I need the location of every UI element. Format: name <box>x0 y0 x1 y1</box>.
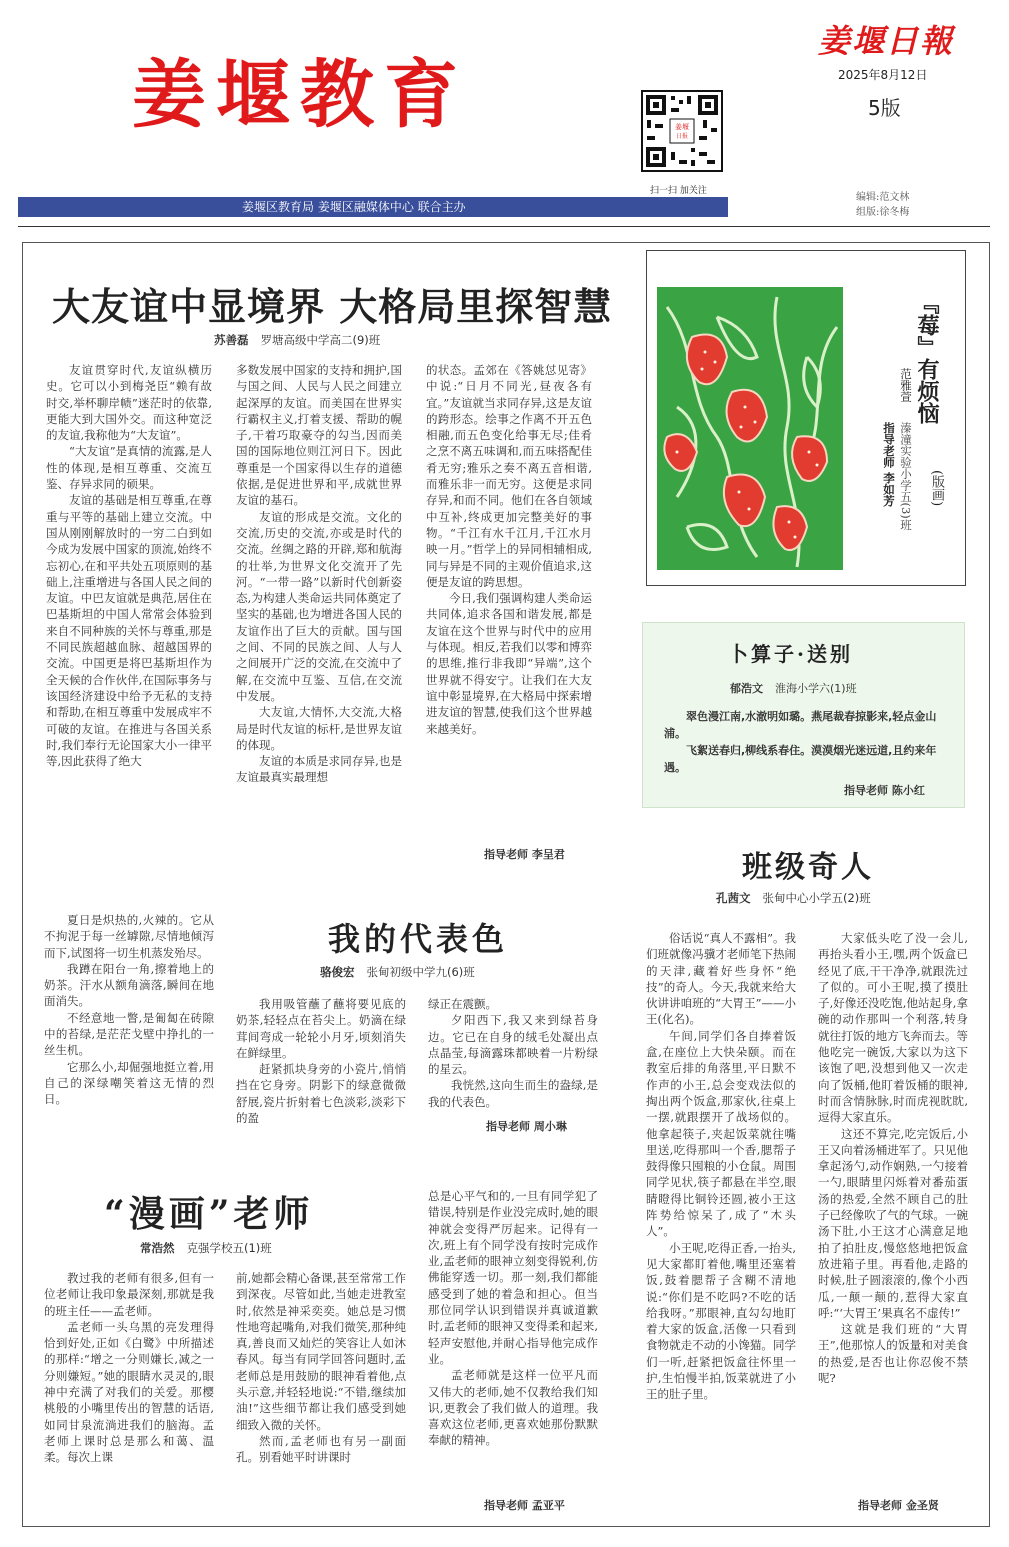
article2-byline <box>320 964 475 980</box>
artwork-title: 『莓』有烦恼 <box>914 292 940 424</box>
article3-byline <box>140 1240 272 1256</box>
paragraph: 我恍然,这向生而生的盎绿,是我的代表色。 <box>428 1078 598 1109</box>
paragraph: 这就是我们班的“大胃王”,他那惊人的饭量和对美食的热爱,是否也让你忍俊不禁呢? <box>818 1322 968 1386</box>
poem-body <box>664 708 954 776</box>
article1-byline <box>214 332 380 348</box>
article1-author: 苏善磊 <box>214 333 249 347</box>
article2-teacher: 指导老师 周小琳 <box>486 1120 567 1133</box>
article4-col1 <box>646 930 796 1510</box>
qr-code-icon[interactable] <box>641 90 723 172</box>
qr-caption: 扫一扫 加关注 <box>650 186 707 196</box>
poem-line: 翠色漫江南,水澈明如璐。燕尾裁春掠影来,轻点金山浦。 <box>664 710 937 740</box>
paragraph: 俗话说“真人不露相”。我们班就像冯骥才老师笔下热闹的天津,藏着好些身怀“绝技”的奇人。今天,我就来给大伙讲讲咱班的“大胃王”——小王(化名)。 <box>646 931 796 1027</box>
article3-school: 克强学校五(1)班 <box>186 1241 272 1255</box>
layout-name: 组版:徐冬梅 <box>856 207 910 218</box>
paragraph: 然而,孟老师也有另一副面孔。别看她平时讲课时 <box>236 1433 406 1465</box>
paragraph: 赶紧抓块身旁的小瓷片,悄悄挡在它身旁。阴影下的绿意微微舒展,瓷片折射着七色淡彩,淡彩下的盈 <box>236 1062 406 1126</box>
poem-line: 飞絮送春归,柳线系春住。漠漠烟光迷远道,且约来年遇。 <box>664 744 937 774</box>
paragraph: 这还不算完,吃完饭后,小王又向着汤桶进军了。只见他拿起汤勺,动作娴熟,一勺接着一勺,眼睛里闪烁着对番茄蛋汤的热爱,全然不顾自己的肚子已经像吹了气的气球。一碗汤下肚,小王这才心满意足地拍了拍肚皮,慢悠悠地把饭盒放进箱子里。再看他,走路的时候,肚子圆滚滚的,像个小西瓜,一颠一颠的,惹得大家直呼:“‘大胃王’果真名不虚传!” <box>818 1126 968 1320</box>
paragraph: 它那么小,却倔强地挺立着,用自己的深绿嘲笑着这无情的烈日。 <box>44 1059 214 1107</box>
paragraph: 不经意地一瞥,是匍匐在砖隙中的苔绿,是茫茫戈壁中挣扎的一丝生机。 <box>44 1010 214 1058</box>
article1-col2 <box>236 362 402 862</box>
page-number: 5版 <box>868 96 901 120</box>
article2-title: 我的代表色 <box>328 920 509 958</box>
article2-school: 张甸初级中学九(6)班 <box>366 965 475 979</box>
article1-title: 大友谊中显境界 大格局里探智慧 <box>52 284 613 329</box>
article3-col1 <box>44 1270 214 1515</box>
sponsor-banner: 姜堰区教育局 姜堰区融媒体中心 联合主办 <box>18 197 728 217</box>
paragraph: 前,她都会精心备课,甚至常常工作到深夜。尽管如此,当她走进教室时,依然是神采奕奕。她总是习惯性地弯起嘴角,对我们微笑,那种纯真,善良而又灿烂的笑容让人如沐春风。每当有同学回答问题时,孟老师总是用鼓励的眼神看着他,点头示意,并轻轻地说:“不错,继续加油!”这些细节都让我们感受到她细致入微的关怀。 <box>236 1271 406 1432</box>
article1-school: 罗塘高级中学高二(9)班 <box>260 333 381 347</box>
paragraph: 友谊的形成是交流。文化的交流,历史的交流,亦或是时代的交流。丝绸之路的开辟,郑和航海的壮举,为世界文化交流开了先河。“一带一路”以新时代创新姿态,为构建人类命运共同体奠定了坚实的基础,也为增进各国人民的友谊作出了巨大的贡献。国与国之间、不同的民族之间、人与人之间展开广泛的交流,在交流中了解,在交流中互鉴、互信,在交流中发展。 <box>236 509 402 703</box>
issue-date: 2025年8月12日 <box>838 68 928 82</box>
paragraph: 友谊的本质是求同存异,也是友谊最真实最理想 <box>236 754 402 785</box>
article3-teacher: 指导老师 孟亚平 <box>484 1499 565 1512</box>
paragraph: 孟老师一头乌黑的亮发理得恰到好处,正如《白鹭》中所描述的那样:“增之一分则嫌长,减之一分则嫌短。”她的眼睛水灵灵的,眼神中充满了对我们的关爱。那樱桃般的小嘴里传出的智慧的话语,如同甘泉流淌进我们的脑海。孟老师上课时总是那么和蔼、温柔。每次上课 <box>44 1319 214 1465</box>
paragraph: 小王呢,吃得正香,一抬头,见大家都盯着他,嘴里还塞着饭,鼓着腮帮子含糊不清地说:“你们是不吃吗?不吃的话给我呀。”那眼神,直勾勾地盯着大家的饭盒,活像一只看到食物就走不动的小馋猫。同学们一听,赶紧把饭盒往怀里一护,生怕慢半拍,饭菜就进了小王的肚子里。 <box>646 1240 796 1402</box>
artwork-subtitle: (版画) <box>929 470 944 507</box>
poem-byline <box>730 680 857 696</box>
paragraph: 教过我的老师有很多,但有一位老师让我印象最深刻,那就是我的班主任——孟老师。 <box>44 1271 214 1318</box>
article1-teacher: 指导老师 李呈君 <box>484 848 565 861</box>
article4-byline <box>716 890 871 906</box>
svg-text:日报: 日报 <box>675 133 689 140</box>
article4-col2 <box>818 930 968 1495</box>
artwork-school: 溱潼实验小学五(3)班 <box>899 422 913 531</box>
paragraph: 大友谊,大情怀,大交流,大格局是时代友谊的标杆,是世界友谊的体现。 <box>236 705 402 752</box>
paragraph: 夕阳西下,我又来到绿苔身边。它已在自身的绒毛处凝出点点晶莹,每滴露珠都映着一片粉绿的星云。 <box>428 1013 598 1077</box>
masthead-title: 姜堰教育 <box>132 52 468 138</box>
paragraph: 多数发展中国家的支持和拥护,国与国之间、人民与人民之间建立起深厚的友谊。而美国在世界实行霸权主义,打着支援、帮助的幌子,干着巧取豪夺的勾当,因而美国的国际地位则江河日下。因此尊重是一个国家得以生存的道德依据,是促进世界和平,成就世界友谊的基石。 <box>236 363 402 508</box>
paragraph: 总是心平气和的,一旦有同学犯了错误,特别是作业没完成时,她的眼神就会变得严厉起来。记得有一次,班上有个同学没有按时完成作业,孟老师的眼神立刻变得锐利,仿佛能穿透一切。那一刻,我们都能感受到了她的着急和担心。但当那位同学认识到错误并真诚道歉时,孟老师的眼神又变得柔和起来,轻声安慰他,并耐心指导他完成作业。 <box>428 1189 598 1366</box>
paragraph: 我蹲在阳台一角,擦着地上的奶茶。汗水从额角滴落,瞬间在地面消失。 <box>44 961 214 1009</box>
article1-col1 <box>46 362 212 862</box>
poem-author: 郁浩文 <box>730 682 763 695</box>
article4-teacher: 指导老师 金圣贤 <box>858 1499 939 1512</box>
artwork-teacher: 指导老师 李如芳 <box>882 422 896 507</box>
paragraph: 绿正在震颤。 <box>428 997 497 1011</box>
article4-school: 张甸中心小学五(2)班 <box>762 891 871 905</box>
article2-col3 <box>428 996 598 1116</box>
article3-col2 <box>236 1270 406 1515</box>
paragraph: 大家低头吃了没一会儿,再抬头看小王,嘿,两个饭盒已经见了底,干干净净,就跟洗过了似的。可小王呢,摸了摸肚子,好像还没吃饱,他站起身,拿碗的动作那叫一个利落,转身就往打饭的地方飞奔而去。等他吃完一碗饭,大家以为这下该饱了吧,没想到他又一次走向了饭桶,他盯着饭桶的眼神,时而含情脉脉,时而虎视眈眈,逗得大家直乐。 <box>818 931 968 1125</box>
article2-author: 骆俊宏 <box>320 965 355 979</box>
paragraph: 友谊的基础是相互尊重,在尊重与平等的基础上建立交流。中国从刚刚解放时的一穷二白到如今成为发展中国家的顶流,始终不忘初心,在和平共处五项原则的基础上,注重增进与各国人民之间的友谊。中巴友谊就是典范,居住在巴基斯坦的中国人常常会体验到来自不同种族的关怀与尊重,那是不同民族超越血脉、超越国界的交流。中国更是将巴基斯坦作为全天候的合作伙伴,在国际事务与该国经济建设中给予无私的支持和帮助,在相互尊重中发展成牢不可破的友谊。在推进与各国关系时,我们奉行无论国家大小一律平等,因此获得了绝大 <box>46 493 212 769</box>
paragraph: 孟老师就是这样一位平凡而又伟大的老师,她不仅教给我们知识,更教会了我们做人的道理。我喜欢这位老师,更喜欢她那份默默奉献的精神。 <box>428 1368 598 1448</box>
paragraph: 今日,我们强调构建人类命运共同体,追求各国和谐发展,都是友谊在这个世界与时代中的应用与体现。相反,若我们以零和博弈的思维,推行非我即“异端”,这个世界就不得安宁。让我们在大友谊中彰显境界,在大格局中探索增进友谊的智慧,使我们这个世界越来越美好。 <box>426 591 592 736</box>
artwork-author: 范雅萱 <box>899 368 913 403</box>
poem-title: 卜算子·送别 <box>728 642 853 666</box>
paragraph: 夏日是炽热的,火辣的。它从不拘泥于每一丝罅隙,尽情地倾泻而下,试图将一切生机蒸发殆尽。 <box>44 913 214 960</box>
article4-author: 孔茜文 <box>716 891 751 905</box>
article3-col3 <box>428 1188 598 1494</box>
paper-logo: 姜堰日報 <box>818 22 955 60</box>
article2-col1 <box>44 912 214 1140</box>
paragraph: 友谊贯穿时代,友谊纵横历史。它可以小到梅尧臣“赖有故时交,举杯聊岸帻”迷茫时的依靠,更能大到大国外交。而这种宽泛的友谊,我称他为“大友谊”。 <box>46 363 212 443</box>
editor-credits <box>856 190 909 220</box>
paragraph: 的状态。孟郊在《答姚怤见寄》中说:“日月不同光,昼夜各有宜。”友谊就当求同存异,这是友谊的跨形态。绘事之作离不开五色相融,而五色变化给事无尽;佳肴之烹不离五味调和,而五味搭配佳肴无穷;雅乐之奏不离五音相谐,而雅乐非一而无穷。这便是求同存异,和而不同。他们在各自领域中互补,终成更加完整美好的事物。“千江有水千江月,千江水月映一月。”哲学上的异同相辅相成,同与异是不同的主观价值追求,这便是友谊的跨思想。 <box>426 363 592 589</box>
poem-school: 淮海小学六(1)班 <box>775 682 857 695</box>
header-rule <box>18 226 990 227</box>
paragraph: 午间,同学们各自捧着饭盒,在座位上大快朵颐。而在教室后排的角落里,平日默不作声的小王,总会变戏法似的掏出两个饭盒,那家伙,往桌上一摆,就跟摆开了战场似的。他拿起筷子,夹起饭菜就往嘴里送,吃得那叫一个香,腮帮子鼓得像只囤粮的小仓鼠。周围同学见状,筷子都悬在半空,眼睛瞪得比铜铃还圆,被小王这阵势给惊呆了,成了“木头人”。 <box>646 1028 796 1239</box>
paragraph: 我用吸管蘸了蘸将要见底的奶茶,轻轻点在苔尖上。奶滴在绿茸间弯成一轮轮小月牙,顷刻消失在鲜绿里。 <box>236 997 406 1060</box>
article4-title: 班级奇人 <box>742 850 874 885</box>
svg-text:姜堰: 姜堰 <box>675 123 689 131</box>
article1-col3 <box>426 362 592 842</box>
poem-teacher: 指导老师 陈小红 <box>844 784 925 797</box>
article3-author: 常浩然 <box>140 1241 175 1255</box>
strawberry-print-image <box>657 287 843 570</box>
editor-name: 编辑:范文林 <box>856 192 910 203</box>
paragraph: “大友谊”是真情的流露,是人性的体现,是相互尊重、交流互鉴、存异求同的硕果。 <box>46 444 212 492</box>
article3-title: “漫画”老师 <box>104 1193 314 1235</box>
article2-col2 <box>236 996 406 1140</box>
